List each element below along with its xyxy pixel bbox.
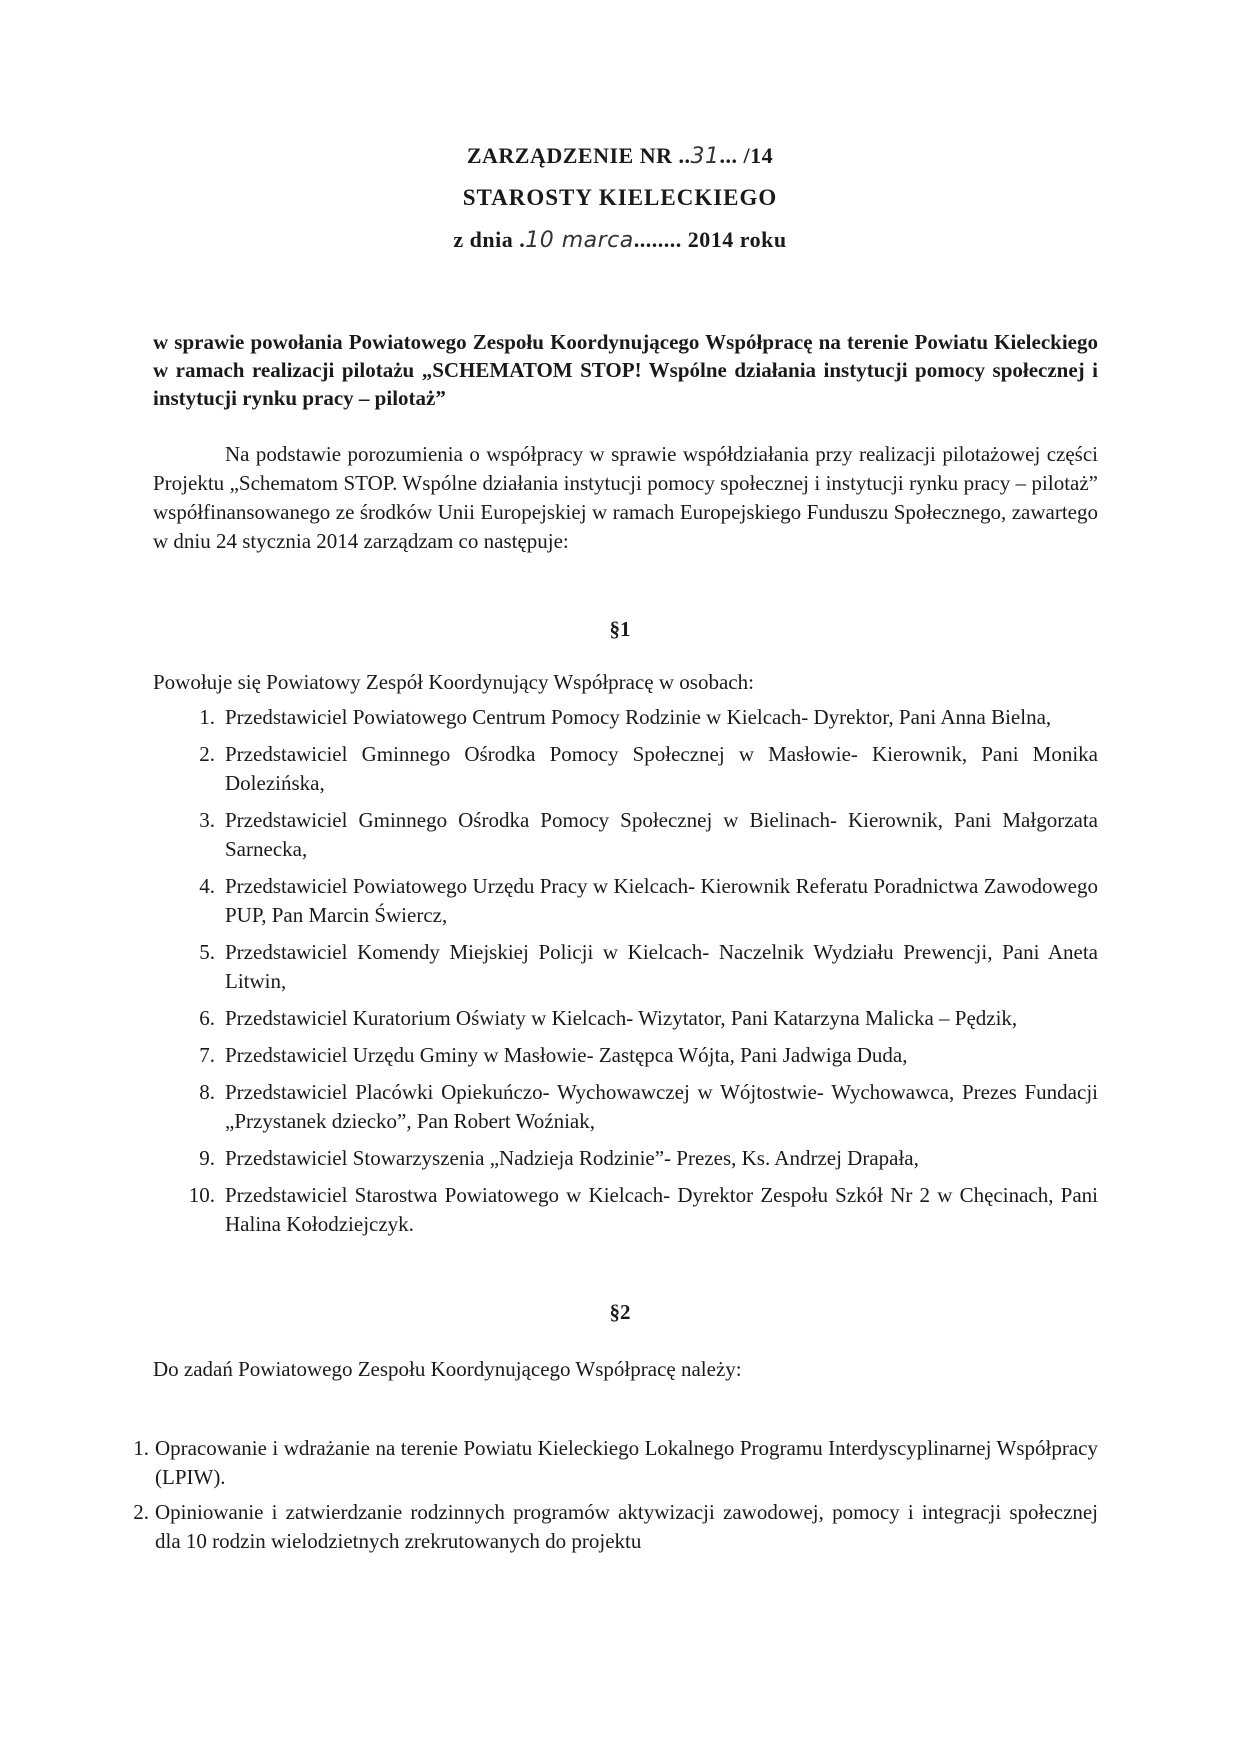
list-item (153, 1078, 1098, 1136)
list-item (153, 1041, 1098, 1070)
list-item (153, 740, 1098, 798)
list-item (153, 703, 1098, 732)
preamble-text: Na podstawie porozumienia o współpracy w sprawie współdziałania przy realizacji pilotażowej części Projektu „Schematom STOP. Wspólne działania instytucji pomocy społecznej i instytucji rynku pracy – pilotaż” współfinansowanego ze środków Unii Europejskiej w ramach Europejskiego Funduszu Społecznego, zawartego w dniu 24 stycznia 2014 zarządzam co następuje: (153, 442, 1098, 553)
list-number: 4. (199, 874, 215, 898)
handwritten-date: 10 marca (525, 228, 634, 253)
list-item (125, 1498, 1098, 1556)
document-header (0, 142, 1240, 268)
list-number: 10. (188, 1183, 215, 1207)
list-text: Przedstawiciel Powiatowego Centrum Pomocy Rodzinie w Kielcach- Dyrektor, Pani Anna Bielna, (225, 705, 1052, 729)
list-text: Opracowanie i wdrażanie na terenie Powiatu Kieleckiego Lokalnego Programu Interdyscyplinarnej Współpracy (LPIW). (155, 1436, 1098, 1489)
date-prefix: z dnia . (453, 227, 526, 252)
list-text: Przedstawiciel Placówki Opiekuńczo- Wychowawczej w Wójtostwie- Wychowawca, Prezes Fundacji „Przystanek dziecko”, Pan Robert Woźniak, (225, 1080, 1098, 1133)
handwritten-order-number: 31 (690, 144, 720, 169)
list-text: Przedstawiciel Kuratorium Oświaty w Kielcach- Wizytator, Pani Katarzyna Malicka – Pędzik, (225, 1006, 1018, 1030)
list-number: 5. (199, 940, 215, 964)
list-number: 7. (199, 1043, 215, 1067)
issuer: STAROSTY KIELECKIEGO (462, 185, 778, 210)
list-text: Przedstawiciel Starostwa Powiatowego w Kielcach- Dyrektor Zespołu Szkół Nr 2 w Chęcinach, Pani Halina Kołodziejczyk. (225, 1183, 1098, 1236)
list-number: 9. (199, 1146, 215, 1170)
section-1-mark: §1 (609, 617, 631, 641)
preamble (153, 440, 1098, 556)
list-number: 6. (199, 1006, 215, 1030)
list-number: 2. (199, 742, 215, 766)
section-2-mark: §2 (609, 1300, 631, 1324)
list-item (153, 938, 1098, 996)
list-number: 1. (133, 1436, 149, 1460)
list-number: 1. (199, 705, 215, 729)
order-title-prefix: ZARZĄDZENIE NR .. (466, 143, 691, 168)
list-item (153, 1004, 1098, 1033)
list-item (153, 872, 1098, 930)
order-title-suffix: ... /14 (719, 143, 774, 168)
list-number: 3. (199, 808, 215, 832)
list-item (125, 1434, 1098, 1492)
list-text: Przedstawiciel Gminnego Ośrodka Pomocy Społecznej w Masłowie- Kierownik, Pani Monika Dolezińska, (225, 742, 1098, 795)
section-1-intro: Powołuje się Powiatowy Zespół Koordynujący Współpracę w osobach: (153, 670, 754, 694)
list-item (153, 1144, 1098, 1173)
list-text: Przedstawiciel Komendy Miejskiej Policji w Kielcach- Naczelnik Wydziału Prewencji, Pani Aneta Litwin, (225, 940, 1098, 993)
task-list (125, 1434, 1098, 1562)
order-date (0, 226, 1240, 254)
section-2-intro: Do zadań Powiatowego Zespołu Koordynującego Współpracę należy: (153, 1357, 742, 1381)
list-item (153, 1181, 1098, 1239)
list-number: 8. (199, 1080, 215, 1104)
order-title (0, 142, 1240, 170)
list-number: 2. (133, 1500, 149, 1524)
list-text: Przedstawiciel Urzędu Gminy w Masłowie- Zastępca Wójta, Pani Jadwiga Duda, (225, 1043, 908, 1067)
list-item (153, 806, 1098, 864)
date-suffix: ........ 2014 roku (633, 227, 787, 252)
list-text: Przedstawiciel Powiatowego Urzędu Pracy w Kielcach- Kierownik Referatu Poradnictwa Zawodowego PUP, Pan Marcin Świercz, (225, 874, 1098, 927)
order-subject: w sprawie powołania Powiatowego Zespołu Koordynującego Współpracę na terenie Powiatu Kieleckiego w ramach realizacji pilotażu „SCHEMATOM STOP! Wspólne działania instytucji pomocy społecznej i instytucji rynku pracy – pilotaż” (153, 330, 1098, 410)
member-list (153, 703, 1098, 1247)
list-text: Przedstawiciel Stowarzyszenia „Nadzieja Rodzinie”- Prezes, Ks. Andrzej Drapała, (225, 1146, 919, 1170)
list-text: Opiniowanie i zatwierdzanie rodzinnych programów aktywizacji zawodowej, pomocy i integracji społecznej dla 10 rodzin wielodzietnych zrekrutowanych do projektu (155, 1500, 1098, 1553)
list-text: Przedstawiciel Gminnego Ośrodka Pomocy Społecznej w Bielinach- Kierownik, Pani Małgorzata Sarnecka, (225, 808, 1098, 861)
